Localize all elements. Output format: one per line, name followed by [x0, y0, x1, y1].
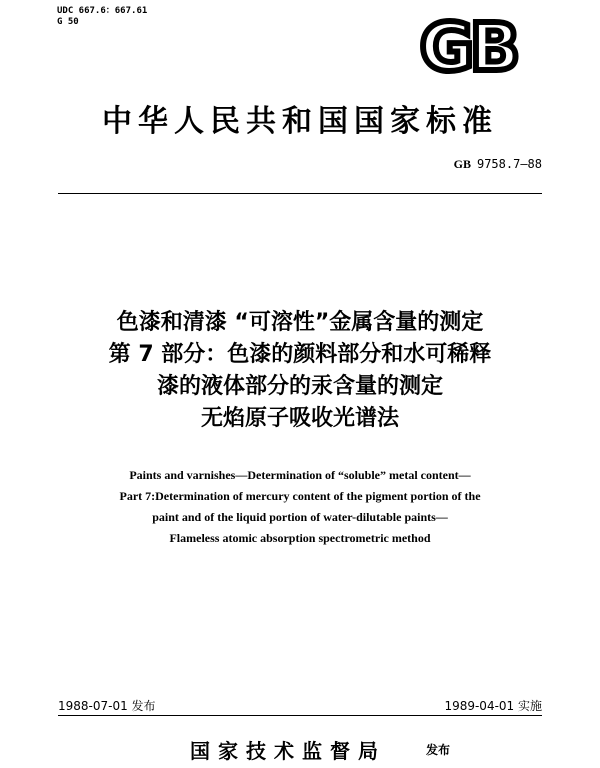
issuing-authority: 国家技术监督局	[190, 739, 386, 763]
chinese-title-line-2: 第 7 部分：色漆的颜料部分和水可稀释	[108, 342, 492, 367]
gb-logo-text: GB	[419, 14, 517, 74]
english-title-line-4: Flameless atomic absorption spectrometric method	[169, 531, 431, 545]
standard-number	[454, 157, 542, 172]
chinese-title-line-1: 色漆和清漆 “可溶性”金属含量的测定	[116, 310, 484, 335]
standard-title: 中华人民共和国国家标准	[102, 104, 498, 139]
bottom-divider	[58, 715, 542, 716]
gb-logo	[393, 14, 543, 74]
chinese-title-line-4: 无焰原子吸收光谱法	[200, 406, 399, 431]
top-divider	[58, 193, 542, 194]
classification-code: G 50	[57, 17, 79, 27]
english-title-line-2: Part 7:Determination of mercury content of the pigment portion of the	[119, 489, 481, 503]
standard-code: GB	[453, 157, 471, 171]
issue-label: 发布	[426, 743, 451, 757]
english-title-line-3: paint and of the liquid portion of water-dilutable paints—	[152, 510, 448, 524]
chinese-title-line-3: 漆的液体部分的汞含量的测定	[156, 374, 443, 399]
issue-date: 1988-07-01 发布	[58, 699, 156, 713]
udc-code: UDC 667.6：667.61	[57, 6, 148, 16]
implementation-date: 1989-04-01 实施	[444, 699, 542, 713]
standard-number-value: 9758.7—88	[476, 157, 542, 171]
english-title-line-1: Paints and varnishes—Determination of “soluble” metal content—	[129, 468, 471, 482]
